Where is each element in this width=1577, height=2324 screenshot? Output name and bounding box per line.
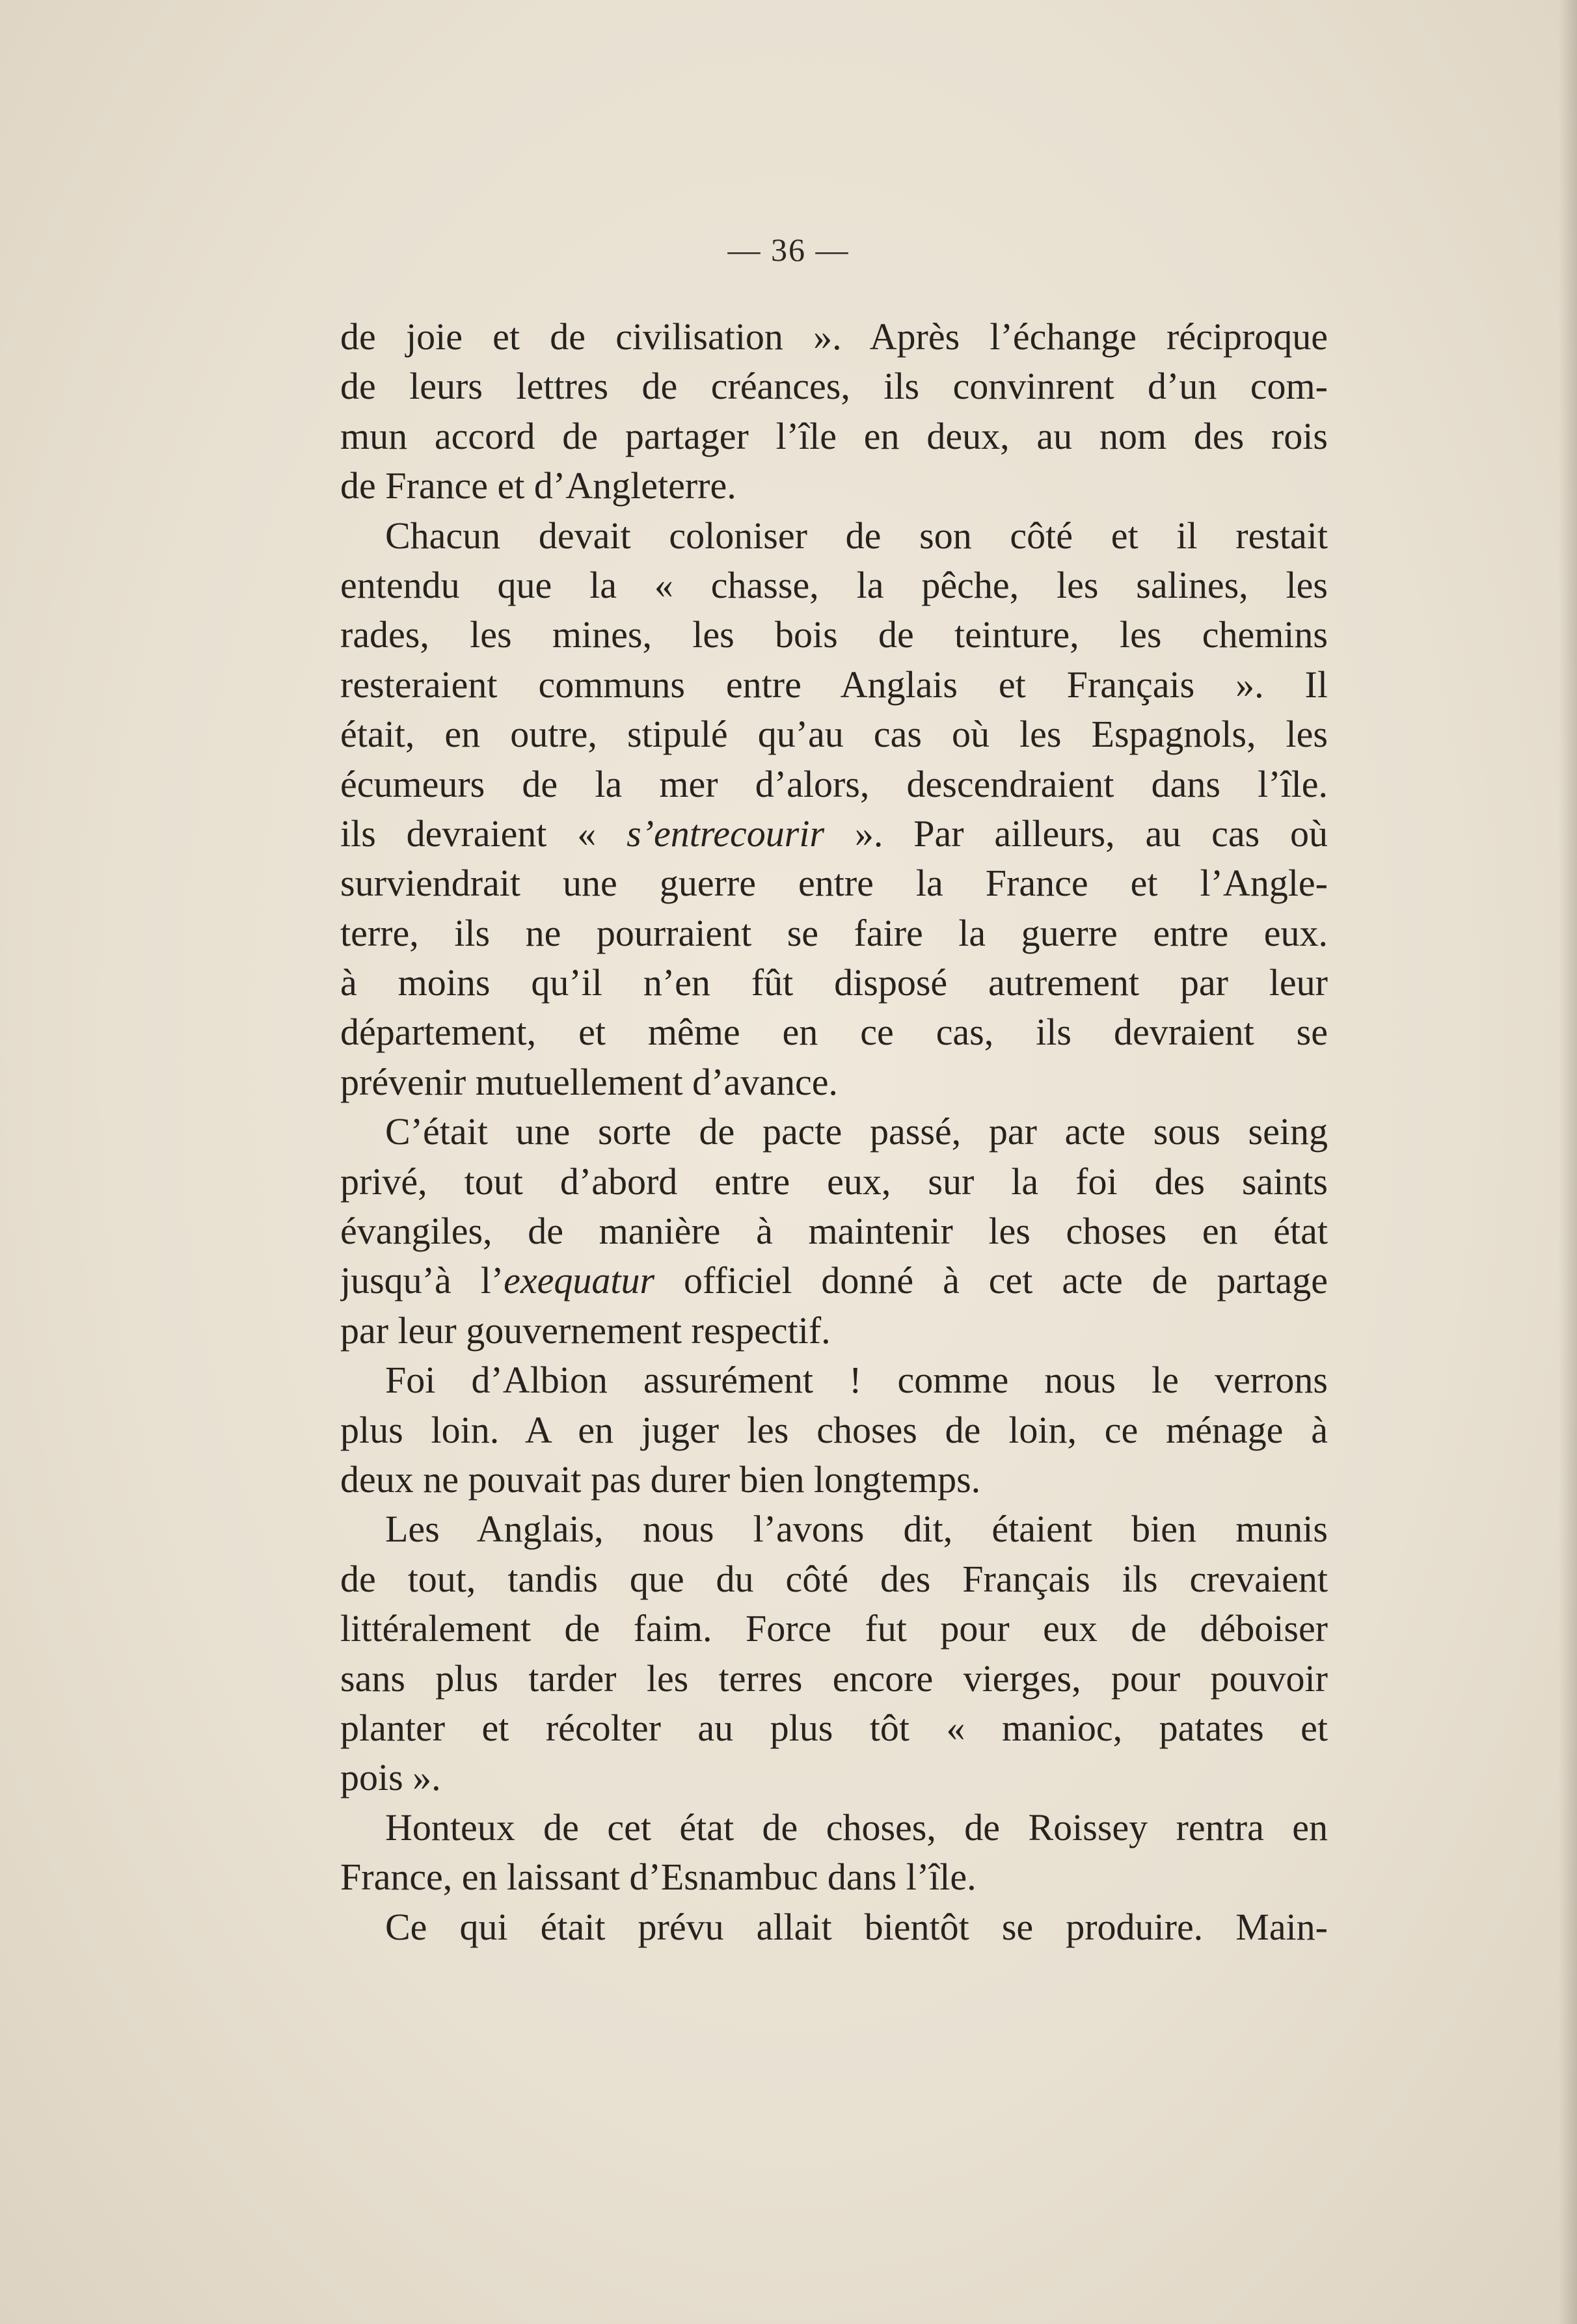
text-line: de France et d’Angleterre. [340,464,736,507]
text-line: terre, ils ne pourraient se faire la guerre entre eux. [340,911,1328,954]
text-line: C’était une sorte de pacte passé, par acte sous seing [385,1110,1328,1153]
text-line: évangiles, de manière à maintenir les choses en état [340,1210,1328,1253]
text-line: de joie et de civilisation ». Après l’échange réciproque [340,315,1328,358]
text-line: deux ne pouvait pas durer bien longtemps. [340,1458,981,1501]
text-line: jusqu’à l’exequatur officiel donné à cet acte de partage [340,1259,1328,1302]
body-text [340,312,1328,1952]
text-line: littéralement de faim. Force fut pour eux de déboiser [340,1607,1328,1650]
text-line: ils devraient « s’entrecourir ». Par ailleurs, au cas où [340,812,1328,855]
text-line: département, et même en ce cas, ils devraient se [340,1011,1328,1054]
text-line: à moins qu’il n’en fût disposé autrement par leur [340,961,1328,1004]
text-line: de leurs lettres de créances, ils convinrent d’un com- [340,365,1328,408]
text-line: Honteux de cet état de choses, de Roissey rentra en [385,1806,1328,1849]
text-line: Foi d’Albion assurément ! comme nous le verrons [385,1359,1328,1402]
text-line: resteraient communs entre Anglais et Français ». Il [340,663,1328,706]
text-line: entendu que la « chasse, la pêche, les salines, les [340,563,1328,606]
text-line: mun accord de partager l’île en deux, au nom des rois [340,414,1328,457]
text-line: sans plus tarder les terres encore vierges, pour pouvoir [340,1657,1328,1700]
text-line: surviendrait une guerre entre la France et l’Angle- [340,862,1328,905]
text-line: écumeurs de la mer d’alors, descendraient dans l’île. [340,762,1328,805]
text-line: planter et récolter au plus tôt « manioc, patates et [340,1706,1328,1749]
page-edge-shadow [1559,0,1577,2324]
page-number: — 36 — [727,232,850,268]
text-line: rades, les mines, les bois de teinture, les chemins [340,613,1328,656]
text-line: de tout, tandis que du côté des Français ils crevaient [340,1557,1328,1600]
text-line: Chacun devait coloniser de son côté et il restait [385,514,1328,557]
text-line: Les Anglais, nous l’avons dit, étaient bien munis [385,1508,1328,1551]
text-line: France, en laissant d’Esnambuc dans l’île. [340,1856,977,1899]
text-line: Ce qui était prévu allait bientôt se produire. Main- [385,1905,1328,1948]
text-line: plus loin. A en juger les choses de loin, ce ménage à [340,1408,1328,1451]
text-line: privé, tout d’abord entre eux, sur la foi des saints [340,1160,1328,1203]
text-line: pois ». [340,1756,441,1799]
text-line: par leur gouvernement respectif. [340,1309,831,1352]
text-line: prévenir mutuellement d’avance. [340,1060,838,1103]
text-line: était, en outre, stipulé qu’au cas où les Espagnols, les [340,713,1328,756]
